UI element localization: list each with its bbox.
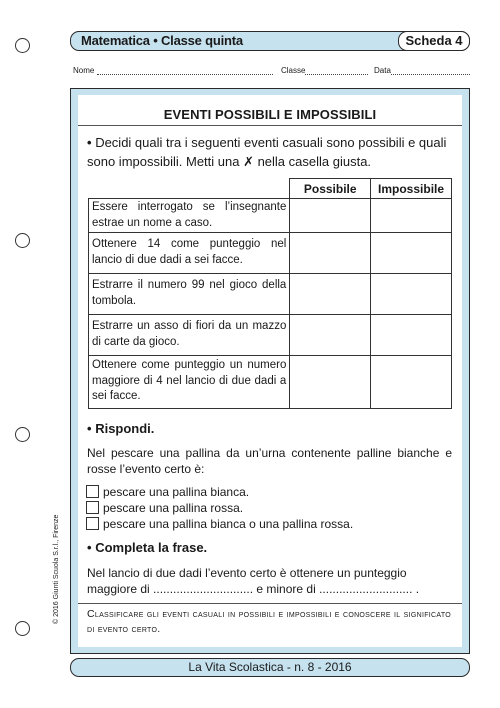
event-text: Ottenere come punteggio un numero maggiore di 4 nel lancio di due dadi a sei facce. (89, 356, 290, 409)
nome-field[interactable] (97, 74, 273, 75)
option-1 (86, 485, 249, 500)
col-possible-header: Possibile (290, 179, 371, 199)
learning-goal: Classificare gli eventi casuali in possibili e impossibili e conoscere il significato di evento certo. (87, 608, 452, 635)
completa-line-2[interactable]: maggiore di .............................. e minore di ............................ . (87, 582, 420, 596)
copyright-credit: © 2016 Giunti Scuola S.r.l., Firenze (53, 514, 60, 624)
rispondi-heading (87, 421, 154, 436)
possible-cell[interactable] (290, 274, 371, 315)
worksheet-content (78, 95, 462, 647)
completa-heading (87, 540, 207, 555)
possible-cell[interactable] (290, 199, 371, 233)
possible-cell[interactable] (290, 233, 371, 274)
title-divider (78, 125, 462, 126)
event-text: Ottenere 14 come punteggio nel lancio di due dadi a sei facce. (89, 233, 290, 274)
event-text: Estrarre il numero 99 nel gioco della tombola. (89, 274, 290, 315)
rispondi-question: Nel pescare una pallina da un’urna contenente palline bianche e rosse l’evento certo è: (87, 446, 452, 476)
header-bar (70, 31, 470, 51)
instruction (87, 133, 453, 171)
classe-field[interactable] (305, 74, 368, 75)
option-3-text: pescare una pallina bianca o una pallina rossa. (103, 517, 354, 531)
footer-bar: La Vita Scolastica - n. 8 - 2016 (70, 658, 470, 677)
bullet-icon: • (87, 540, 92, 555)
worksheet-card (70, 88, 470, 654)
possible-cell[interactable] (290, 315, 371, 356)
table-header-row (89, 179, 452, 199)
impossible-cell[interactable] (371, 199, 452, 233)
event-text: Essere interrogato se l’insegnante estrae un nome a caso. (89, 199, 290, 233)
checkbox-option-3[interactable] (86, 517, 99, 530)
classe-label: Classe (281, 66, 306, 75)
bullet-icon: • (87, 135, 92, 150)
binder-hole-3 (15, 427, 30, 442)
possible-cell[interactable] (290, 356, 371, 409)
scheda-badge: Scheda 4 (398, 31, 470, 51)
impossible-cell[interactable] (371, 356, 452, 409)
worksheet-title: EVENTI POSSIBILI E IMPOSSIBILI (163, 107, 377, 122)
option-1-text: pescare una pallina bianca. (103, 485, 250, 499)
table-corner (89, 179, 290, 199)
table-row (89, 274, 452, 315)
binder-hole-2 (15, 233, 30, 248)
bullet-icon: • (87, 421, 92, 436)
data-field[interactable] (391, 74, 470, 75)
binder-hole-4 (15, 621, 30, 636)
option-2-text: pescare una pallina rossa. (103, 501, 244, 515)
data-label: Data (374, 66, 391, 75)
instruction-text: Decidi quali tra i seguenti eventi casuali sono possibili e quali sono impossibili. Metti una ✗ nella casella giusta. (87, 135, 447, 169)
event-text: Estrarre un asso di fiori da un mazzo di carte da gioco. (89, 315, 290, 356)
table-row (89, 356, 452, 409)
binder-hole-1 (15, 38, 30, 53)
subject-title: Matematica • Classe quinta (81, 33, 243, 48)
table-row (89, 233, 452, 274)
checkbox-option-1[interactable] (86, 485, 99, 498)
rispondi-heading-text: Rispondi. (95, 421, 155, 436)
nome-label: Nome (73, 66, 95, 75)
events-table (88, 178, 452, 409)
goal-divider (78, 603, 462, 604)
checkbox-option-2[interactable] (86, 501, 99, 514)
option-3 (86, 517, 353, 532)
option-2 (86, 501, 243, 516)
col-impossible-header: Impossibile (371, 179, 452, 199)
table-row (89, 199, 452, 233)
impossible-cell[interactable] (371, 274, 452, 315)
table-row (89, 315, 452, 356)
impossible-cell[interactable] (371, 315, 452, 356)
completa-heading-text: Completa la frase. (95, 540, 208, 555)
completa-line-1: Nel lancio di due dadi l’evento certo è ottenere un punteggio (87, 566, 407, 580)
impossible-cell[interactable] (371, 233, 452, 274)
